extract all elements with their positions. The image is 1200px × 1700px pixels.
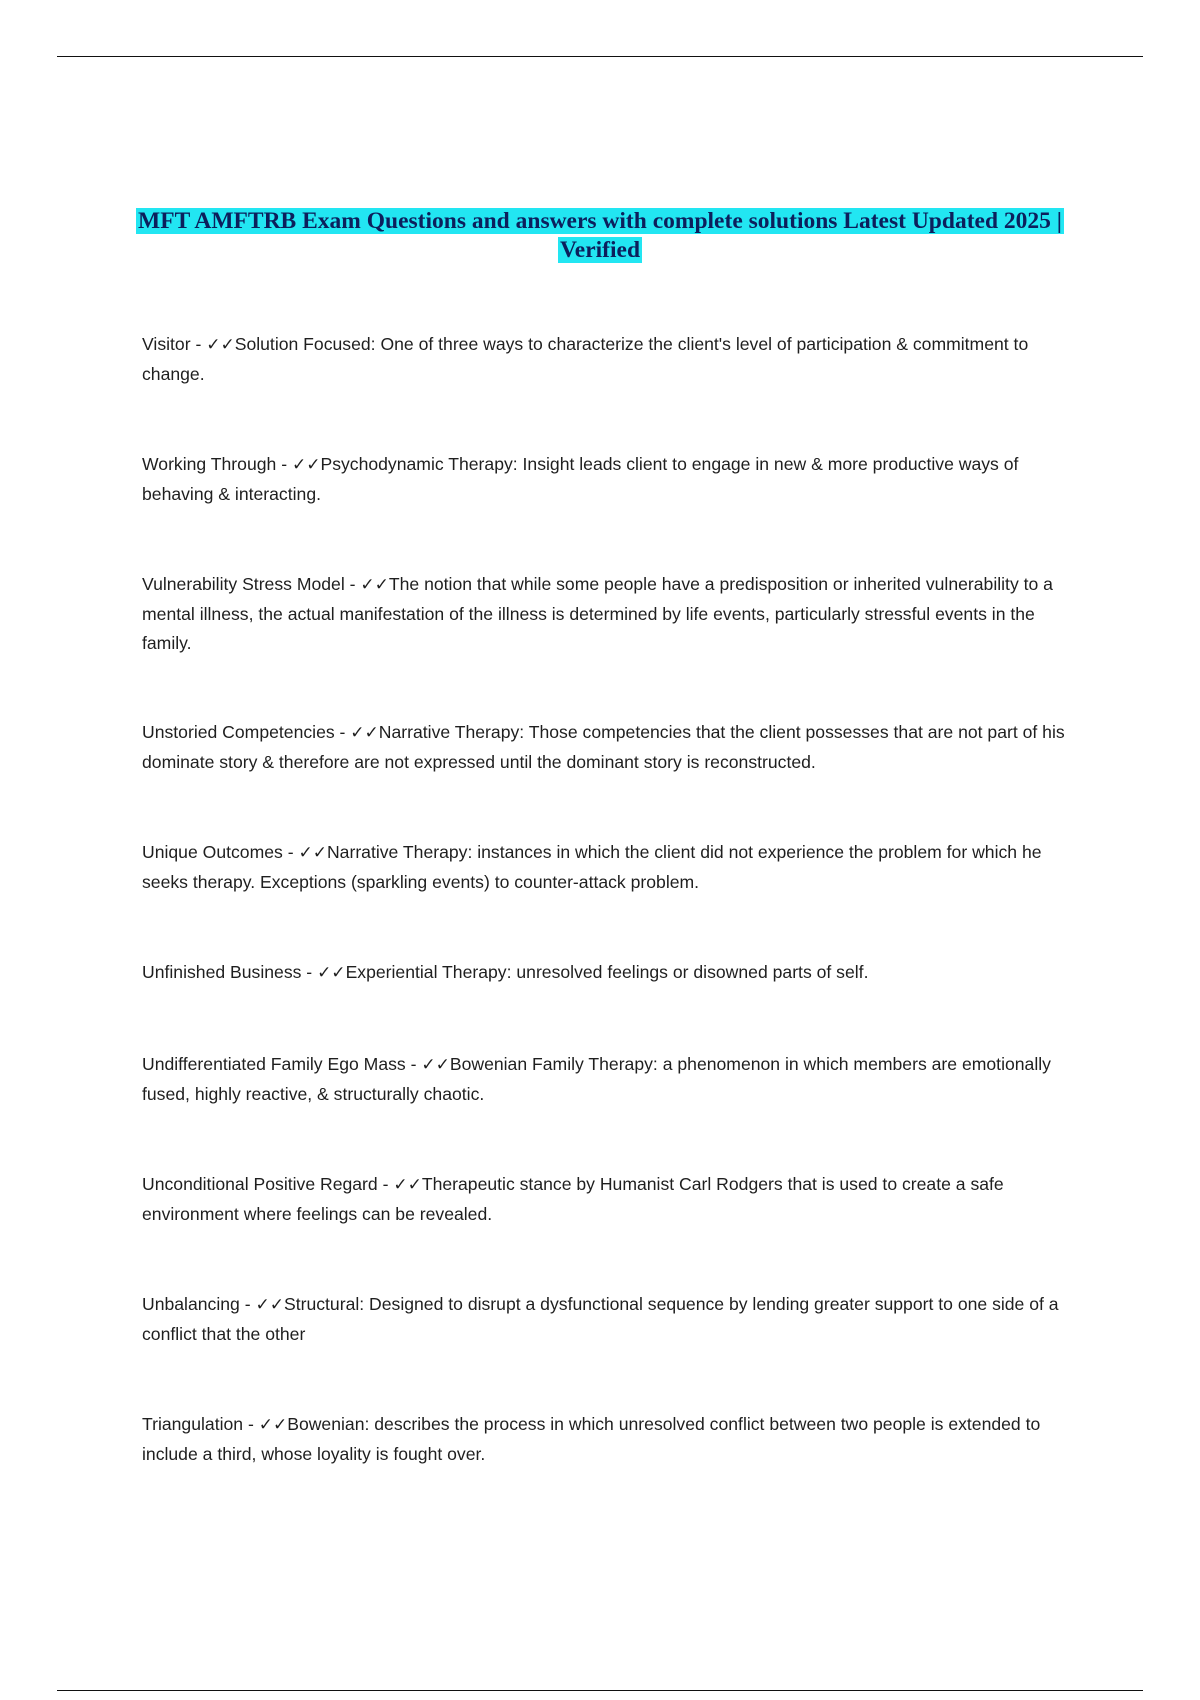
entry-definition: Bowenian: describes the process in which unresolved conflict between two people is extended to include a third, whose loyality is fought over.	[142, 1414, 1041, 1464]
entry-term: Unfinished Business	[142, 962, 302, 982]
check-mark-icon: ✓✓	[291, 455, 321, 475]
entry-definition: Solution Focused: One of three ways to characterize the client's level of participation & commitment to change.	[142, 334, 1029, 384]
title-highlight: MFT AMFTRB Exam Questions and answers with complete solutions Latest Updated 2025 | Verified	[138, 208, 1062, 263]
entry-definition: Structural: Designed to disrupt a dysfunctional sequence by lending greater support to one side of a conflict that the other	[142, 1294, 1059, 1344]
entry-definition: Therapeutic stance by Humanist Carl Rodgers that is used to create a safe environment where feelings can be revealed.	[142, 1174, 1004, 1224]
check-mark-icon: ✓✓	[317, 963, 346, 983]
entry-term: Unstoried Competencies	[142, 722, 335, 742]
entry-term: Triangulation	[142, 1414, 244, 1434]
check-mark-icon: ✓✓	[350, 723, 379, 743]
check-mark-icon: ✓✓	[393, 1175, 422, 1195]
entry-separator: -	[239, 1294, 256, 1314]
entry-unique-outcomes	[142, 838, 1068, 897]
check-mark-icon: ✓✓	[206, 335, 235, 355]
entry-term: Undifferentiated Family Ego Mass	[142, 1054, 406, 1074]
entry-definition: Psychodynamic Therapy: Insight leads client to engage in new & more productive ways of behaving & interacting.	[142, 454, 1019, 504]
entry-term: Unbalancing	[142, 1294, 240, 1314]
entry-separator: -	[276, 454, 292, 474]
entry-vulnerability-stress-model	[142, 570, 1068, 658]
entry-separator: -	[377, 1174, 394, 1194]
entry-term: Unconditional Positive Regard	[142, 1174, 378, 1194]
entry-separator: -	[344, 574, 361, 594]
entry-separator: -	[243, 1414, 259, 1434]
check-mark-icon: ✓✓	[421, 1055, 450, 1075]
entry-definition: Experiential Therapy: unresolved feelings or disowned parts of self.	[345, 962, 869, 982]
entry-undifferentiated-family-ego-mass	[142, 1050, 1068, 1109]
entry-definition: Bowenian Family Therapy: a phenomenon in which members are emotionally fused, highly reactive, & structurally chaotic.	[142, 1054, 1051, 1104]
check-mark-icon: ✓✓	[255, 1295, 284, 1315]
entry-separator: -	[190, 334, 207, 354]
entry-separator: -	[405, 1054, 422, 1074]
entry-separator: -	[301, 962, 318, 982]
entry-definition: The notion that while some people have a predisposition or inherited vulnerability to a mental illness, the actual manifestation of the illness is determined by life events, particularly stressful events in the family.	[142, 574, 1053, 653]
entry-definition: Narrative Therapy: Those competencies that the client possesses that are not part of his dominate story & therefore are not expressed until the dominant story is reconstructed.	[142, 722, 1065, 772]
entry-term: Vulnerability Stress Model	[142, 574, 345, 594]
document-title	[120, 207, 1080, 265]
entry-term: Unique Outcomes	[142, 842, 283, 862]
entry-working-through	[142, 450, 1068, 509]
check-mark-icon: ✓✓	[298, 843, 327, 863]
entry-term: Visitor	[142, 334, 191, 354]
entry-definition: Narrative Therapy: instances in which the client did not experience the problem for which he seeks therapy. Exceptions (sparkling events) to counter-attack problem.	[142, 842, 1042, 892]
bottom-divider	[57, 1690, 1143, 1691]
entry-separator: -	[282, 842, 299, 862]
entry-unconditional-positive-regard	[142, 1170, 1068, 1229]
check-mark-icon: ✓✓	[360, 575, 389, 595]
check-mark-icon: ✓✓	[258, 1415, 288, 1435]
entry-visitor	[142, 330, 1068, 389]
top-divider	[57, 56, 1143, 57]
entry-unbalancing	[142, 1290, 1068, 1349]
entry-term: Working Through	[142, 454, 277, 474]
entry-triangulation	[142, 1410, 1068, 1469]
entry-unstoried-competencies	[142, 718, 1068, 777]
entry-separator: -	[334, 722, 351, 742]
entry-unfinished-business	[142, 958, 1068, 988]
